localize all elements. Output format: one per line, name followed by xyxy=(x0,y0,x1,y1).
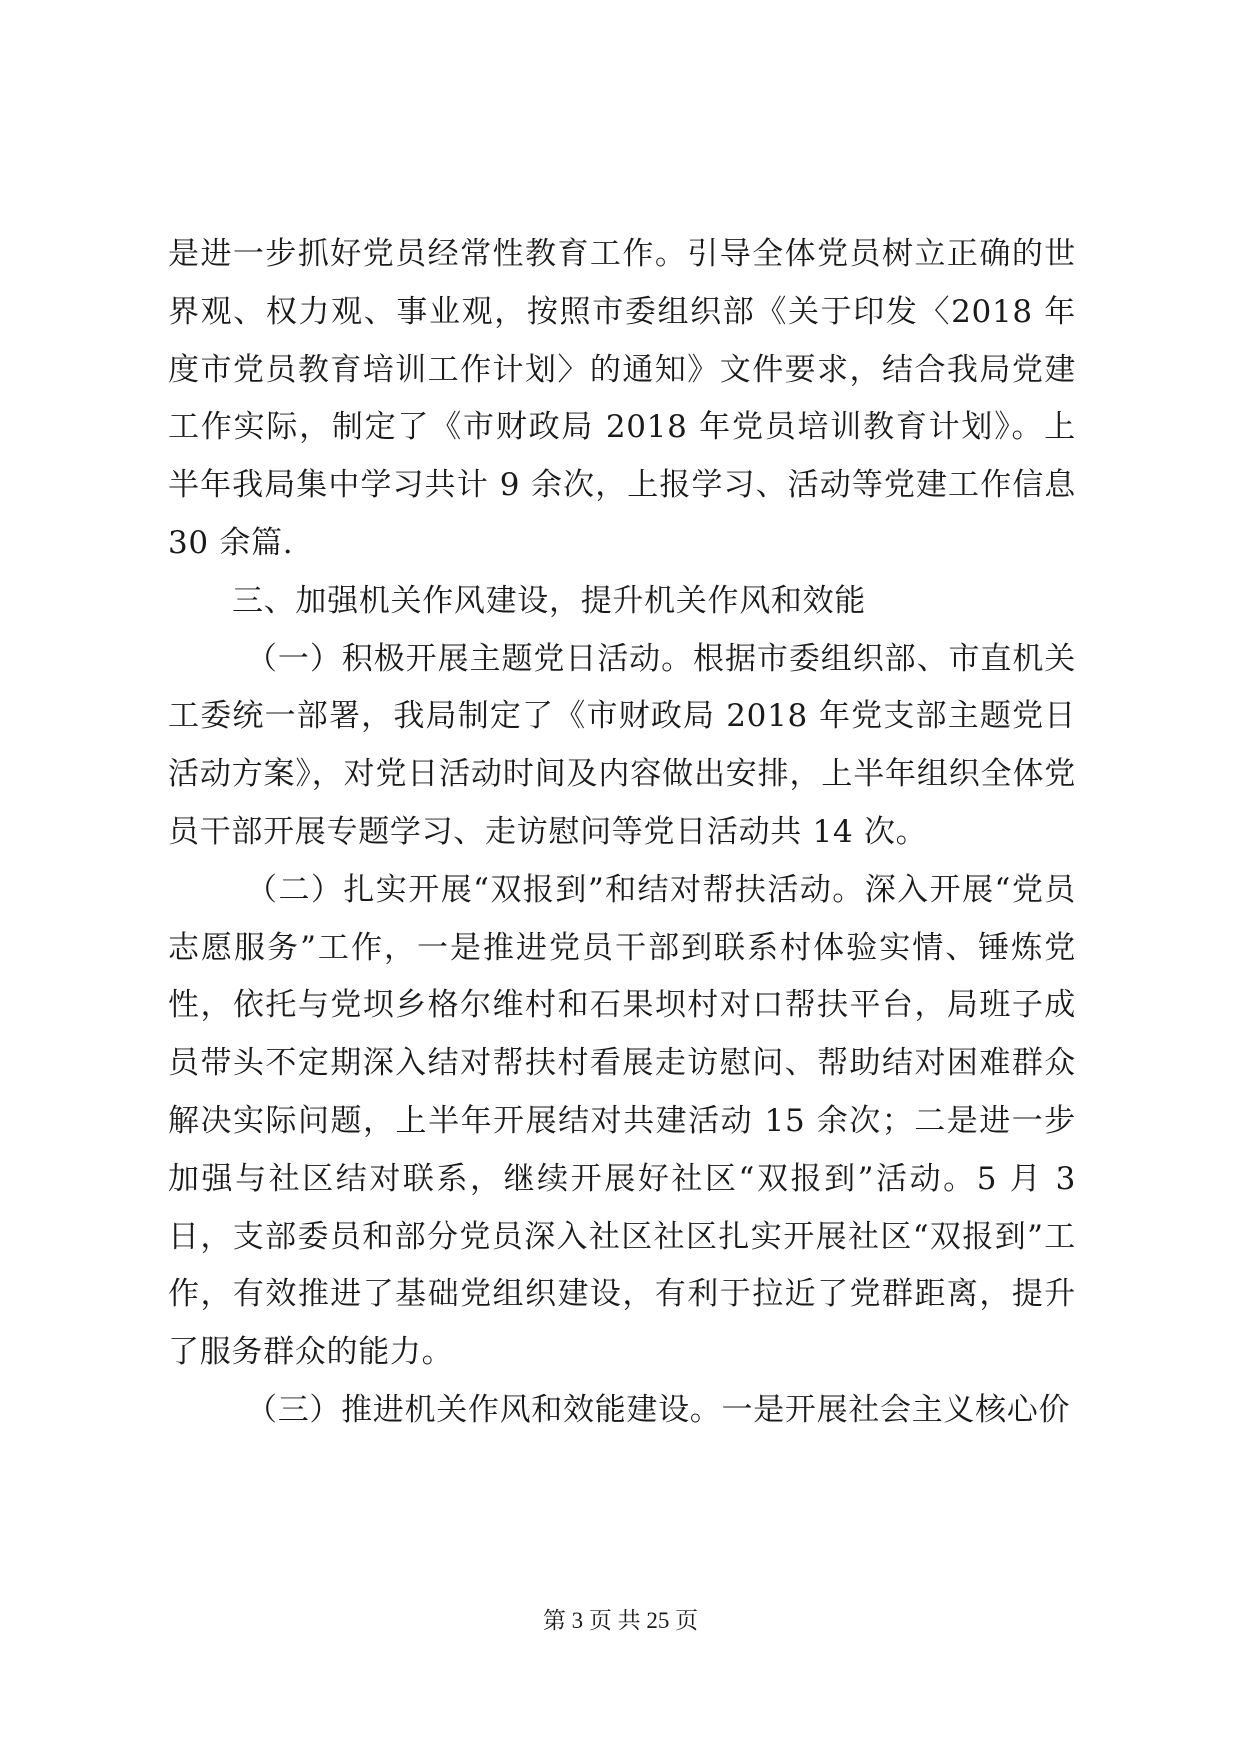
section-heading-3: 三、加强机关作风建设，提升机关作风和效能 xyxy=(232,582,866,619)
page-number-footer: 第 3 页 共 25 页 xyxy=(542,1608,699,1633)
paragraph-continuation: 是进一步抓好党员经常性教育工作。引导全体党员树立正确的世界观、权力观、事业观，按照市委组织部《关于印发〈2018 年度市党员教育培训工作计划〉的通知》文件要求，结合我局党建工作实际，制定了《市财政局 2018 年党员培训教育计划》。上半年我局集中学习共计 9 余次，上报学习、活动等党建工作信息 30 余篇. xyxy=(168,236,1076,561)
document-body xyxy=(168,226,1076,1440)
paragraph-subsection-2: （二）扎实开展“双报到”和结对帮扶活动。深入开展“党员志愿服务”工作，一是推进党员干部到联系村体验实情、锤炼党性，依托与党坝乡格尔维村和石果坝村对口帮扶平台，局班子成员带头不定期深入结对帮扶村看展走访慰问、帮助结对困难群众解决实际问题，上半年开展结对共建活动 15 余次；二是进一步加强与社区结对联系，继续开展好社区“双报到”活动。5 月 3 日，支部委员和部分党员深入社区社区扎实开展社区“双报到”工作，有效推进了基础党组织建设，有利于拉近了党群距离，提升了服务群众的能力。 xyxy=(168,871,1076,1371)
paragraph-subsection-3: （三）推进机关作风和效能建设。一是开展社会主义核心价 xyxy=(246,1391,1071,1428)
paragraph-subsection-1: （一）积极开展主题党日活动。根据市委组织部、市直机关工委统一部署，我局制定了《市财政局 2018 年党支部主题党日活动方案》，对党日活动时间及内容做出安排，上半年组织全体党员干部开展专题学习、走访慰问等党日活动共 14 次。 xyxy=(168,640,1076,850)
